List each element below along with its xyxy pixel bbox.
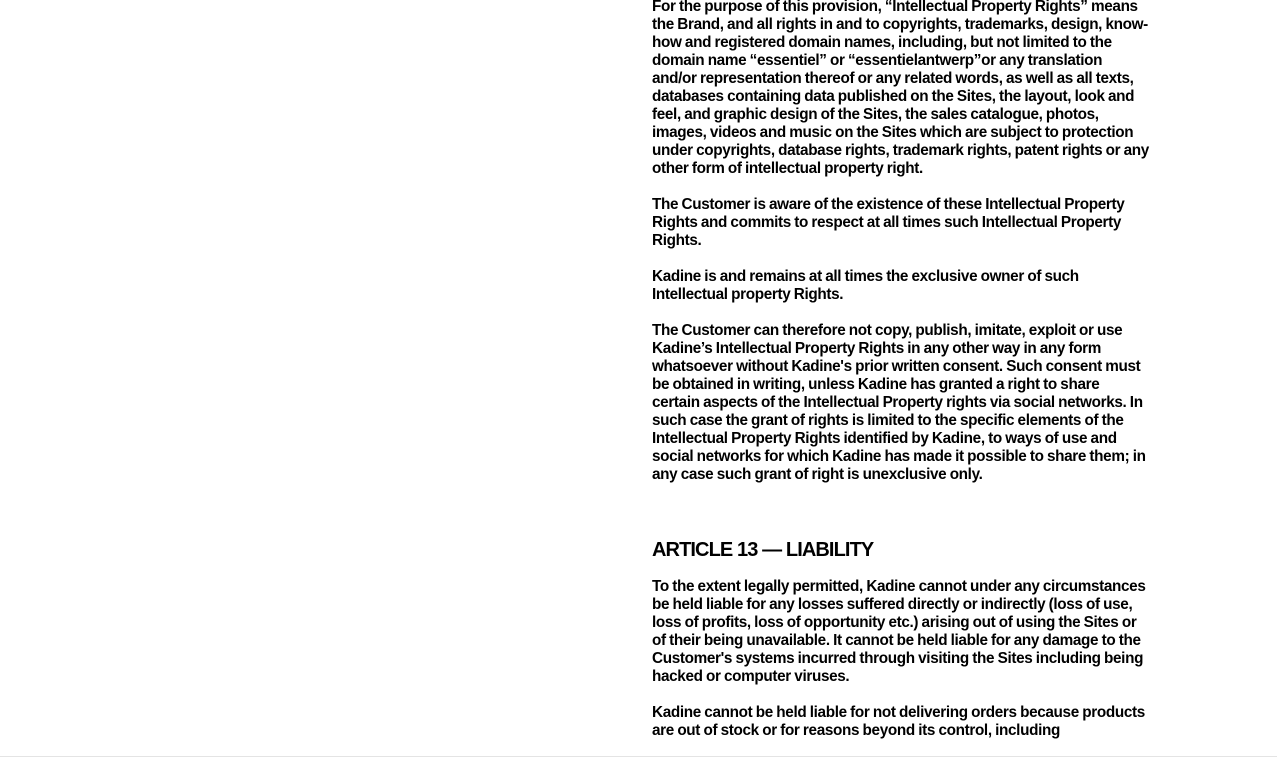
delivery-liability-paragraph: Kadine cannot be held liable for not delivering orders because products are out of stock or for reasons beyond its control, including [652, 704, 1145, 739]
ip-usage-restriction-paragraph: The Customer can therefore not copy, publish, imitate, exploit or use Kadine’s Intellectual Property Rights in any other way in any form whatsoever without Kadine's prior written consent. Such consent must be obtained in writing, unless Kadine has granted a right to share certain aspects of the Intellectual Property rights via social networks. In such case the grant of rights is limited to the specific elements of the Intellectual Property Rights identified by Kadine, to ways of use and social networks for which Kadine has made it possible to share them; in any case such grant of right is unexclusive only. [652, 322, 1146, 483]
ip-awareness-paragraph: The Customer is aware of the existence of these Intellectual Property Rights and commits to respect at all times such Intellectual Property Rights. [652, 196, 1125, 249]
terms-content [652, 0, 1150, 758]
ip-ownership-paragraph: Kadine is and remains at all times the exclusive owner of such Intellectual property Rights. [652, 268, 1079, 303]
ip-definition-paragraph: For the purpose of this provision, “Intellectual Property Rights” means the Brand, and all rights in and to copyrights, trademarks, design, know-how and registered domain names, including, but not limited to the domain name “essentiel” or “essentielantwerp”or any translation and/or representation thereof or any related words, as well as all texts, databases containing data published on the Sites, the layout, look and feel, and graphic design of the Sites, the sales catalogue, photos, images, videos and music on the Sites which are subject to protection under copyrights, database rights, trademark rights, patent rights or any other form of intellectual property right. [652, 0, 1149, 177]
liability-limitation-paragraph: To the extent legally permitted, Kadine cannot under any circumstances be held liable for any losses suffered directly or indirectly (loss of use, loss of profits, loss of opportunity etc.) arising out of using the Sites or of their being unavailable. It cannot be held liable for any damage to the Customer's systems incurred through visiting the Sites including being hacked or computer viruses. [652, 578, 1146, 685]
article-13-heading: ARTICLE 13 — LIABILITY [652, 539, 874, 561]
